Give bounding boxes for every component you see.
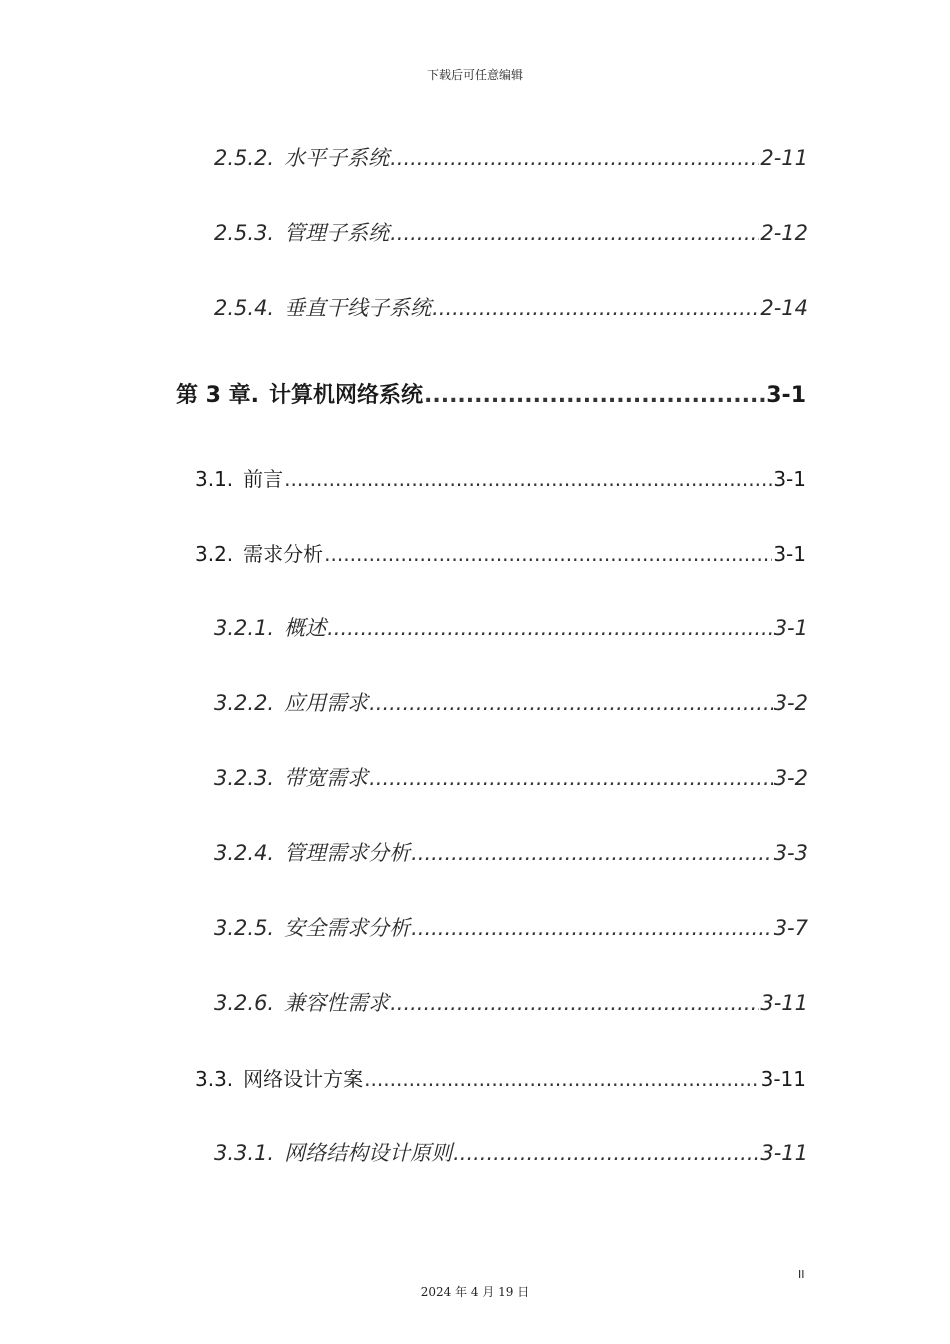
toc-entry-3-3-1[interactable] [214,1137,808,1167]
toc-leader-dots [390,146,759,170]
toc-entry-number: 3.2.4. [214,841,275,865]
toc-leader-dots [324,542,772,566]
toc-entry-title: 概述 [284,616,327,640]
toc-entry-title: 兼容性需求 [284,991,390,1015]
toc-entry-page: 3-3 [773,841,808,865]
toc-leader-dots [411,916,773,940]
toc-entry-number: 3.2. [195,542,234,566]
toc-entry-page: 3-2 [773,691,808,715]
toc-entry-page: 2-14 [760,296,808,320]
toc-leader-dots [411,841,773,865]
toc-entry-page: 3-1 [773,467,806,491]
toc-entry-page: 3-2 [773,766,808,790]
toc-leader-dots [369,691,773,715]
toc-entry-3-2-3[interactable] [214,762,808,792]
toc-entry-number: 2.5.2. [214,146,275,170]
toc-entry-chapter-3[interactable] [176,378,806,409]
toc-entry-number: 第 3 章. [176,383,259,408]
toc-entry-title: 计算机网络系统 [268,383,423,408]
toc-entry-2-5-2[interactable] [214,142,808,172]
toc-entry-3-2-6[interactable] [214,987,808,1017]
toc-entry-number: 3.2.6. [214,991,275,1015]
toc-entry-page: 2-12 [760,221,808,245]
toc-leader-dots [453,1141,759,1165]
toc-entry-3-3[interactable] [195,1063,806,1092]
toc-entry-title: 带宽需求 [284,766,369,790]
toc-leader-dots [390,221,759,245]
page-header: 下载后可任意编辑 [426,68,523,82]
toc-entry-3-2[interactable] [195,538,806,567]
toc-leader-dots [284,467,772,491]
toc-entry-3-2-1[interactable] [214,612,808,642]
toc-entry-title: 安全需求分析 [284,916,411,940]
toc-entry-number: 3.3.1. [214,1141,275,1165]
toc-entry-page: 3-1 [766,383,806,408]
toc-entry-number: 3.3. [195,1067,234,1091]
toc-entry-page: 3-1 [773,542,806,566]
toc-entry-number: 3.1. [195,467,234,491]
toc-entry-3-1[interactable] [195,463,806,492]
toc-leader-dots [390,991,759,1015]
toc-entry-page: 3-11 [760,1141,808,1165]
toc-entry-title: 垂直干线子系统 [284,296,432,320]
toc-entry-number: 3.2.3. [214,766,275,790]
toc-entry-page: 3-11 [760,1067,806,1091]
toc-entry-3-2-5[interactable] [214,912,808,942]
toc-entry-title: 网络设计方案 [243,1067,364,1091]
toc-leader-dots [424,383,765,408]
toc-entry-number: 3.2.1. [214,616,275,640]
toc-leader-dots [364,1067,759,1091]
toc-entry-2-5-4[interactable] [214,292,808,322]
toc-entry-page: 3-7 [773,916,808,940]
toc-leader-dots [432,296,759,320]
toc-entry-2-5-3[interactable] [214,217,808,247]
toc-entry-title: 前言 [243,467,284,491]
toc-entry-title: 管理需求分析 [284,841,411,865]
page-number: II [798,1268,805,1281]
toc-entry-3-2-4[interactable] [214,837,808,867]
toc-entry-3-2-2[interactable] [214,687,808,717]
toc-entry-title: 网络结构设计原则 [284,1141,453,1165]
toc-entry-title: 水平子系统 [284,146,390,170]
toc-leader-dots [369,766,773,790]
toc-entry-page: 2-11 [760,146,808,170]
toc-entry-number: 3.2.2. [214,691,275,715]
toc-entry-number: 2.5.4. [214,296,275,320]
toc-entry-number: 2.5.3. [214,221,275,245]
toc-entry-number: 3.2.5. [214,916,275,940]
page-footer-date: 2024 年 4 月 19 日 [420,1285,530,1299]
toc-entry-title: 需求分析 [243,542,324,566]
toc-entry-page: 3-1 [773,616,808,640]
toc-entry-title: 管理子系统 [284,221,390,245]
toc-entry-title: 应用需求 [284,691,369,715]
toc-leader-dots [327,616,773,640]
toc-entry-page: 3-11 [760,991,808,1015]
